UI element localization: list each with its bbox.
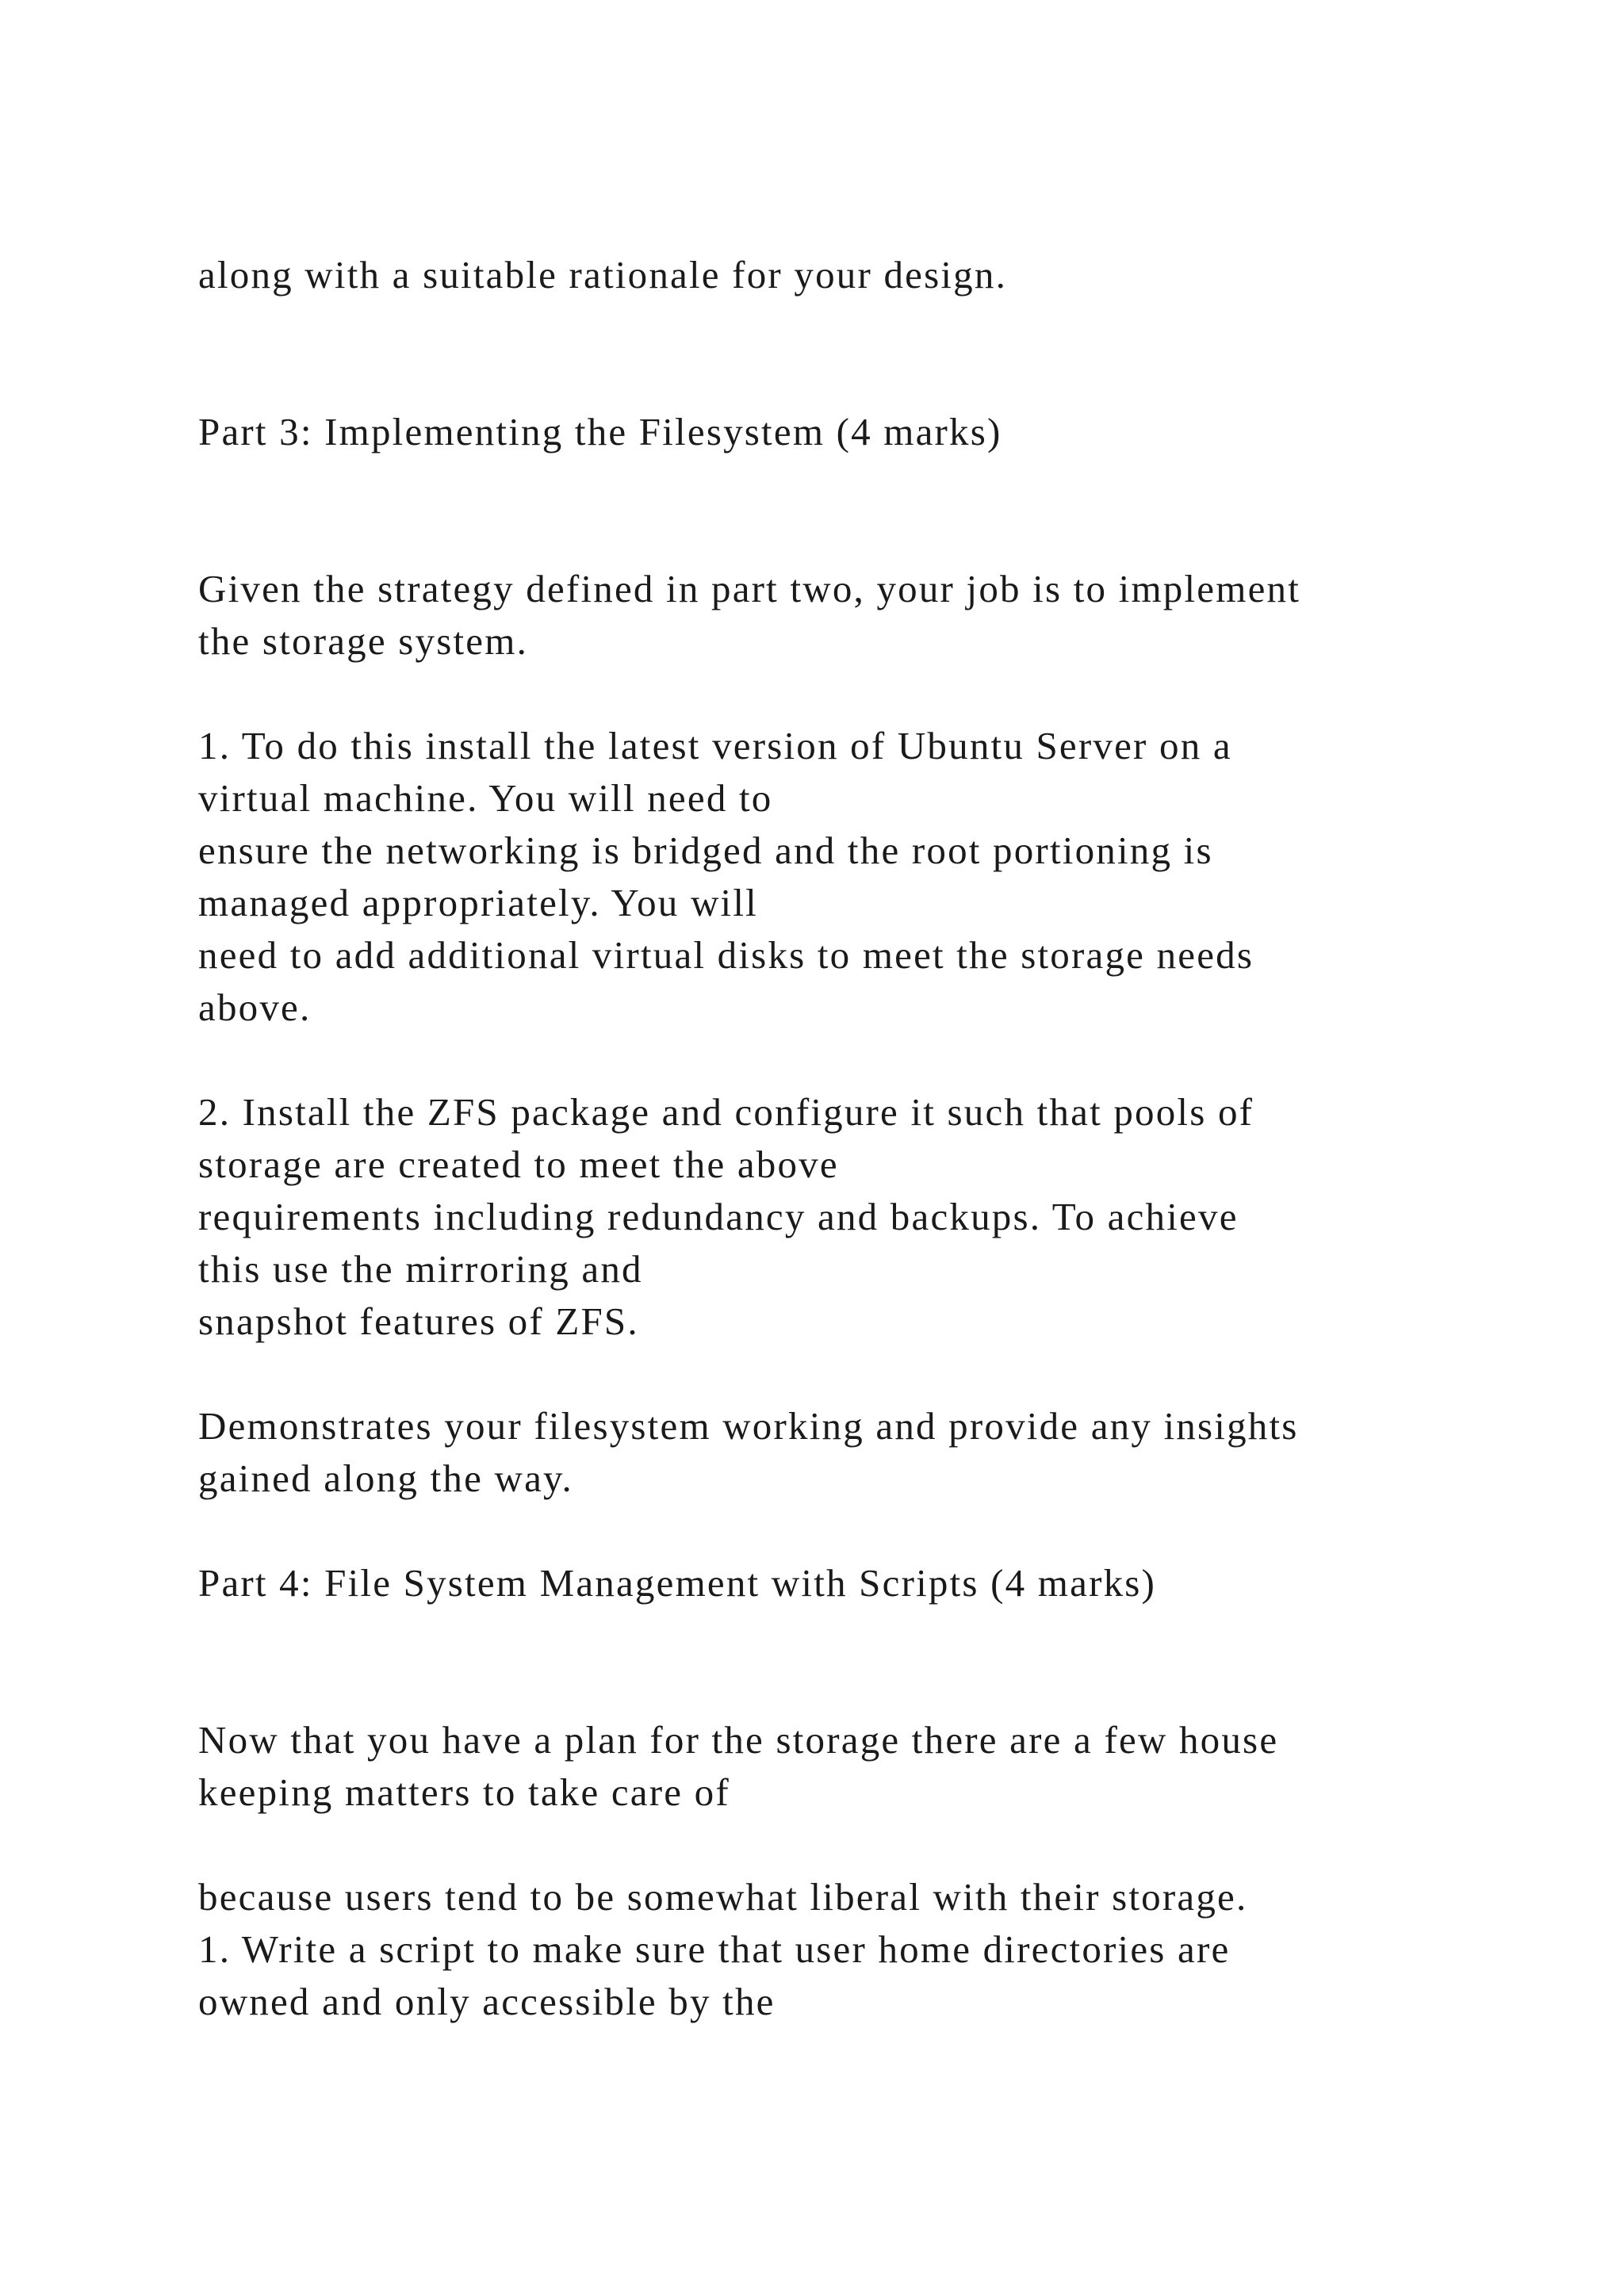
text-line: along with a suitable rationale for your design. [198, 253, 1008, 297]
text-line: Now that you have a plan for the storage there are a few house [198, 1718, 1279, 1762]
text-line: 2. Install the ZFS package and configure it such that pools of [198, 1090, 1254, 1134]
text-line: snapshot features of ZFS. [198, 1299, 639, 1343]
section-heading-part-3: Part 3: Implementing the Filesystem (4 marks) [198, 410, 1002, 453]
text-line: owned and only accessible by the [198, 1980, 776, 2023]
text-line: requirements including redundancy and backups. To achieve [198, 1195, 1239, 1238]
text-line: virtual machine. You will need to [198, 776, 773, 820]
text-line: because users tend to be somewhat liberal with their storage. [198, 1875, 1248, 1919]
text-line: need to add additional virtual disks to meet the storage needs [198, 933, 1254, 977]
text-line: 1. Write a script to make sure that user home directories are [198, 1927, 1231, 1971]
text-line: Demonstrates your filesystem working and provide any insights [198, 1404, 1299, 1448]
text-line: Given the strategy defined in part two, your job is to implement [198, 567, 1301, 610]
text-line: 1. To do this install the latest version of Ubuntu Server on a [198, 724, 1232, 767]
text-line: this use the mirroring and [198, 1247, 643, 1291]
text-line: managed appropriately. You will [198, 881, 758, 924]
section-heading-part-4: Part 4: File System Management with Scripts (4 marks) [198, 1561, 1157, 1605]
text-line: ensure the networking is bridged and the root portioning is [198, 828, 1213, 872]
text-line: the storage system. [198, 619, 529, 663]
text-line: keeping matters to take care of [198, 1770, 730, 1814]
text-line: gained along the way. [198, 1456, 573, 1500]
text-line: storage are created to meet the above [198, 1142, 839, 1186]
text-line: above. [198, 985, 312, 1029]
